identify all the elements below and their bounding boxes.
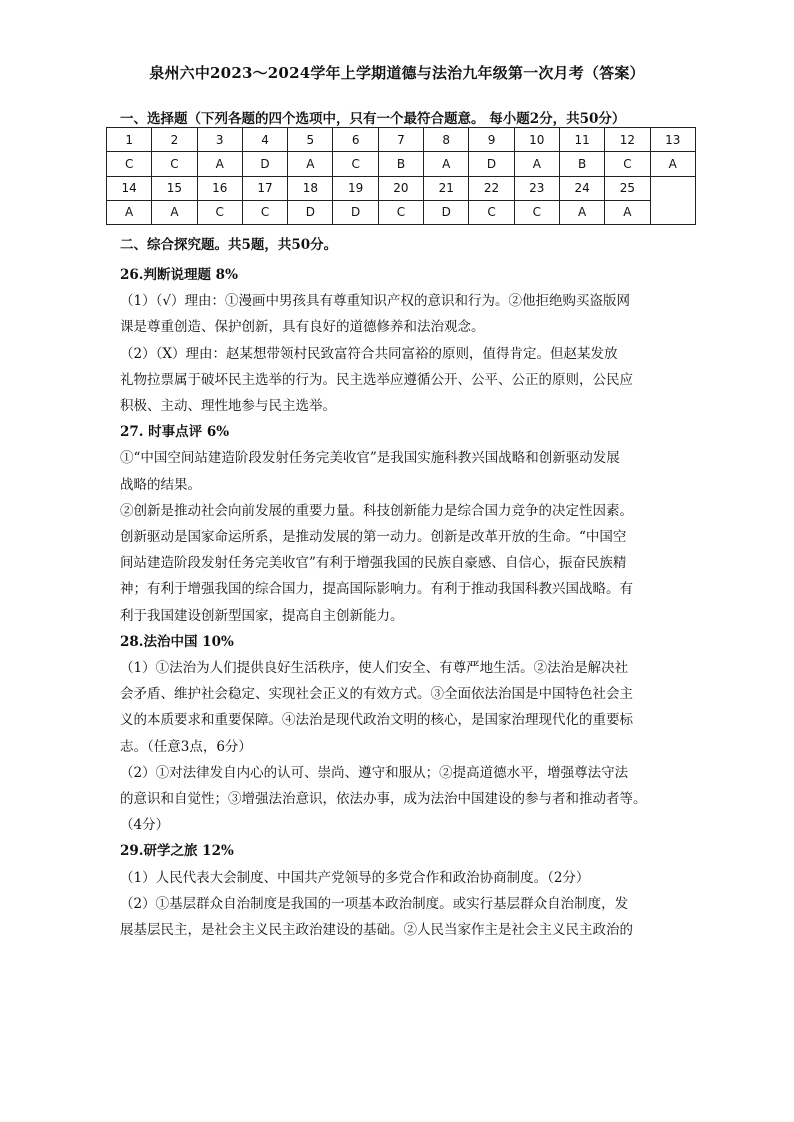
answer-line: 课是尊重创造、保护创新，具有良好的道德修养和法治观念。	[120, 319, 485, 336]
q27-heading: 27. 时事点评 6%	[120, 424, 230, 441]
table-cell: 13	[650, 128, 695, 152]
table-cell: 16	[197, 176, 242, 200]
table-cell: A	[288, 152, 333, 176]
table-cell: A	[107, 200, 152, 224]
answer-line: 义的本质要求和重要保障。④法治是现代政治文明的核心，是国家治理现代化的重要标	[120, 712, 633, 729]
answer-line: ①“中国空间站建造阶段发射任务完美收官”是我国实施科教兴国战略和创新驱动发展	[120, 450, 620, 467]
table-cell: C	[197, 200, 242, 224]
table-cell: C	[152, 152, 197, 176]
table-cell: B	[559, 152, 604, 176]
answer-body	[120, 262, 676, 943]
table-cell: 20	[378, 176, 423, 200]
answer-line: 积极、主动、理性地参与民主选举。	[120, 398, 336, 415]
answer-line: 创新驱动是国家命运所系，是推动发展的第一动力。创新是改革开放的生命。“中国空	[120, 529, 627, 546]
answer-line: （1）（√）理由：①漫画中男孩具有尊重知识产权的意识和行为。②他拒绝购买盗版网	[120, 293, 630, 310]
q27-content	[120, 445, 676, 628]
table-cell: 3	[197, 128, 242, 152]
table-cell: D	[424, 200, 469, 224]
answer-table	[106, 127, 696, 225]
table-row-answers-1	[107, 152, 696, 176]
table-cell: C	[469, 200, 514, 224]
table-cell: 18	[288, 176, 333, 200]
table-cell: C	[242, 200, 287, 224]
q28-heading: 28.法治中国 10%	[120, 633, 234, 650]
table-cell: 9	[469, 128, 514, 152]
table-cell: C	[378, 200, 423, 224]
table-row-numbers-2	[107, 176, 696, 200]
answer-line: 礼物拉票属于破坏民主选举的行为。民主选举应遵循公开、公平、公正的原则，公民应	[120, 371, 633, 388]
table-cell: C	[107, 152, 152, 176]
q29-content	[120, 865, 676, 944]
table-cell: 24	[559, 176, 604, 200]
table-cell: 19	[333, 176, 378, 200]
answer-line: 会矛盾、维护社会稳定、实现社会正义的有效方式。③全面依法治国是中国特色社会主	[120, 686, 633, 703]
answer-line: 利于我国建设创新型国家，提高自主创新能力。	[120, 607, 404, 624]
table-cell-empty	[650, 176, 695, 225]
table-cell: A	[152, 200, 197, 224]
table-cell: A	[650, 152, 695, 176]
q26-heading: 26.判断说理题 8%	[120, 267, 238, 283]
answer-line: 志。（任意3点，6分）	[120, 738, 252, 755]
table-cell: 21	[424, 176, 469, 200]
table-cell: 22	[469, 176, 514, 200]
table-cell: D	[333, 200, 378, 224]
answer-line: （2）①对法律发自内心的认可、崇尚、遵守和服从；②提高道德水平，增强尊法守法	[120, 764, 629, 781]
table-cell: C	[514, 200, 559, 224]
answer-line: （2）①基层群众自治制度是我国的一项基本政治制度。或实行基层群众自治制度，发	[120, 895, 629, 912]
table-cell: 15	[152, 176, 197, 200]
table-cell: A	[197, 152, 242, 176]
table-cell: D	[288, 200, 333, 224]
table-cell: 23	[514, 176, 559, 200]
table-cell: D	[242, 152, 287, 176]
table-cell: 1	[107, 128, 152, 152]
table-cell: B	[378, 152, 423, 176]
answer-line: （2）（X）理由：赵某想带领村民致富符合共同富裕的原则，值得肯定。但赵某发放	[120, 345, 618, 362]
answer-line: （1）人民代表大会制度、中国共产党领导的多党合作和政治协商制度。（2分）	[120, 869, 590, 886]
table-cell: 10	[514, 128, 559, 152]
answer-line: （4分）	[120, 817, 170, 834]
table-cell: 5	[288, 128, 333, 152]
table-cell: C	[605, 152, 650, 176]
table-cell: D	[469, 152, 514, 176]
answer-line: （1）①法治为人们提供良好生活秩序，使人们安全、有尊严地生活。②法治是解决社	[120, 660, 629, 677]
q26-content	[120, 288, 676, 419]
table-cell: C	[333, 152, 378, 176]
table-cell: 14	[107, 176, 152, 200]
table-cell: 25	[605, 176, 650, 200]
answer-line: 战略的结果。	[120, 476, 201, 493]
table-cell: 7	[378, 128, 423, 152]
table-cell: 12	[605, 128, 650, 152]
table-cell: 6	[333, 128, 378, 152]
answer-line: 间站建造阶段发射任务完美收官”有利于增强我国的民族自豪感、自信心，振奋民族精	[120, 555, 627, 572]
q28-content	[120, 655, 676, 838]
table-cell: A	[605, 200, 650, 224]
table-cell: A	[424, 152, 469, 176]
table-cell: 17	[242, 176, 287, 200]
section-2-heading: 二、综合探究题。共5题，共50分。	[120, 237, 338, 253]
table-row-numbers-1	[107, 128, 696, 152]
answer-line: 展基层民主，是社会主义民主政治建设的基础。②人民当家作主是社会主义民主政治的	[120, 922, 633, 939]
answer-line: 神；有利于增强我国的综合国力，提高国际影响力。有利于推动我国科教兴国战略。有	[120, 581, 633, 598]
table-cell: 4	[242, 128, 287, 152]
table-cell: A	[514, 152, 559, 176]
answer-line: ②创新是推动社会向前发展的重要力量。科技创新能力是综合国力竞争的决定性因素。	[120, 502, 633, 519]
answer-line: 的意识和自觉性；③增强法治意识，依法办事，成为法治中国建设的参与者和推动者等。	[120, 791, 647, 808]
table-cell: 2	[152, 128, 197, 152]
table-cell: 11	[559, 128, 604, 152]
table-cell: 8	[424, 128, 469, 152]
table-cell: A	[559, 200, 604, 224]
section-1-heading: 一、选择题（下列各题的四个选项中，只有一个最符合题意。 每小题2分，共50分）	[120, 111, 626, 127]
table-row-answers-2	[107, 200, 696, 224]
page-title: 泉州六中2023～2024学年上学期道德与法治九年级第一次月考（答案）	[149, 64, 645, 82]
q29-heading: 29.研学之旅 12%	[120, 843, 234, 860]
